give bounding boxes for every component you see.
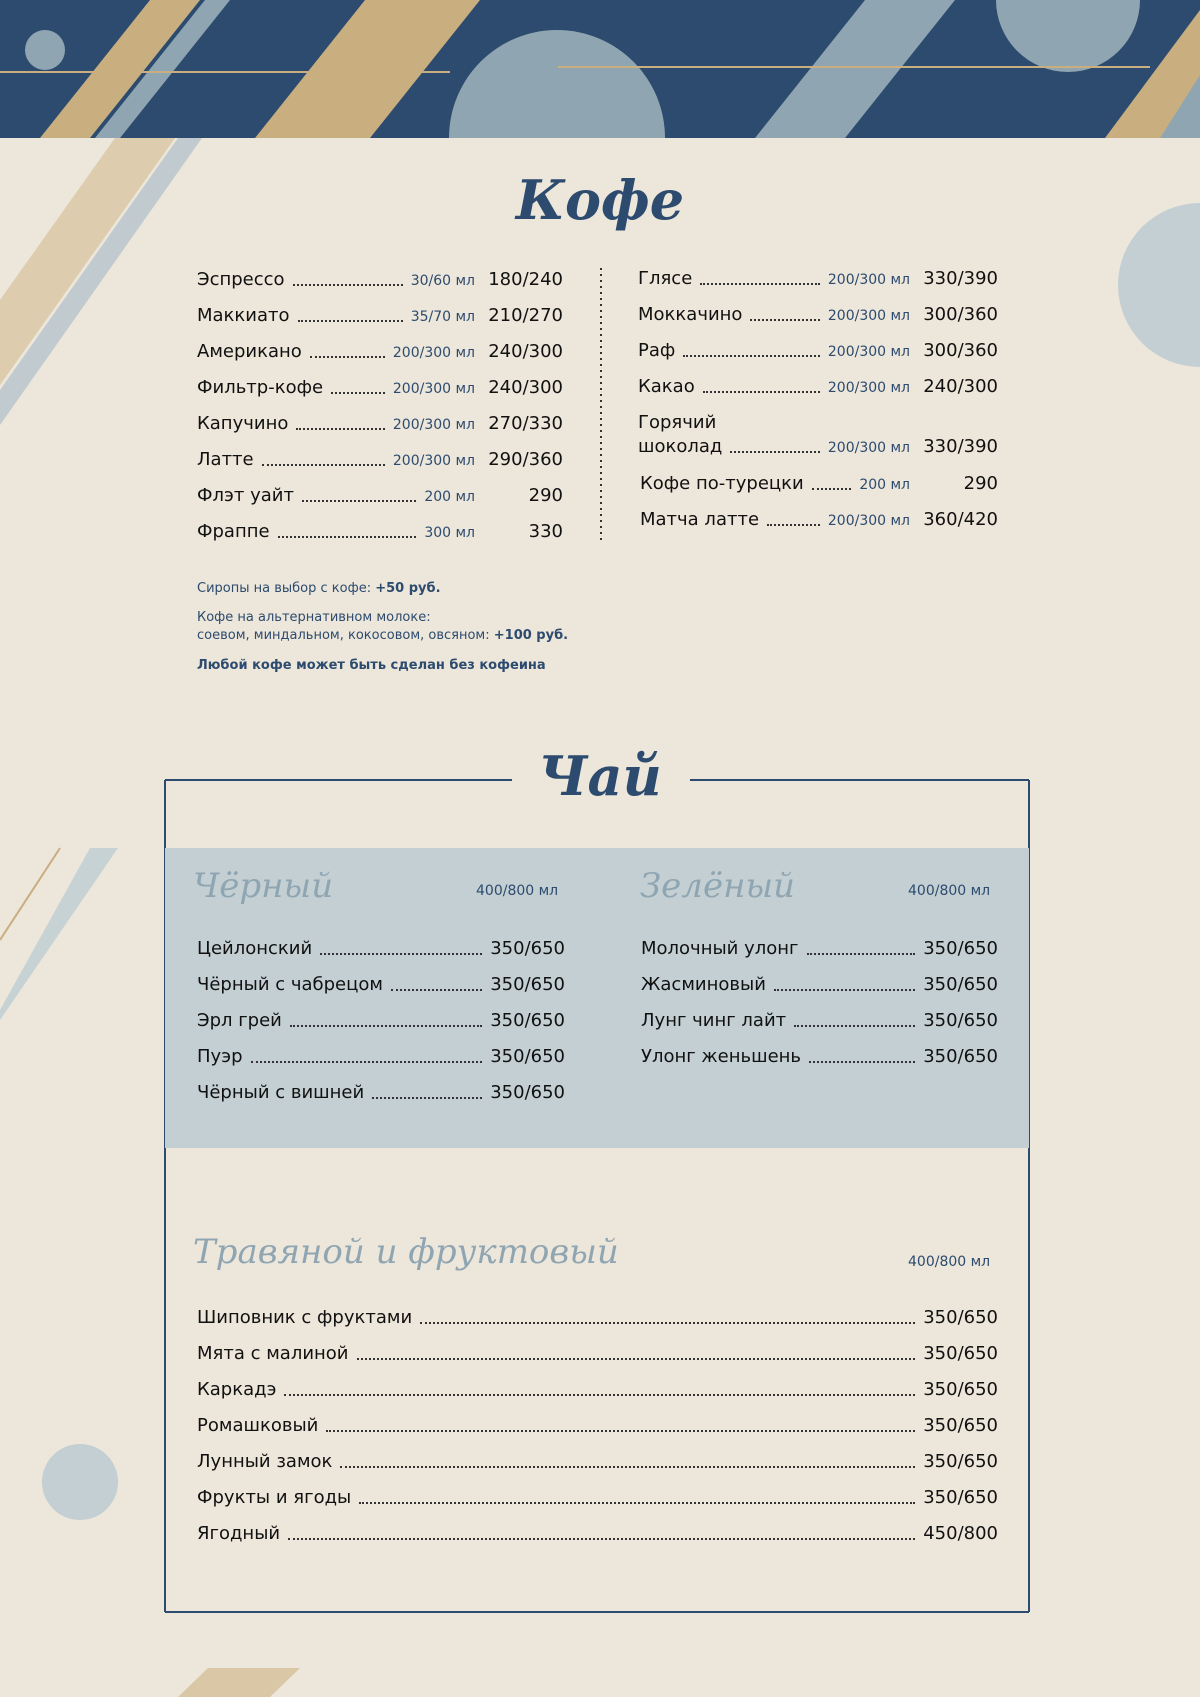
item-price: 270/330 (488, 413, 563, 434)
item-name: Матча латте (640, 509, 760, 530)
item-price: 240/300 (488, 377, 563, 398)
item-price: 300/360 (923, 340, 998, 361)
item-name: Эрл грей (197, 1010, 282, 1031)
item-name: Пуэр (197, 1046, 243, 1067)
item-volume: 200/300 мл (827, 344, 910, 360)
menu-row (197, 1342, 998, 1366)
item-name: Шиповник с фруктами (197, 1307, 413, 1328)
leader-dots (420, 1322, 915, 1324)
item-price: 350/650 (923, 1046, 998, 1067)
leader-dots (794, 1025, 915, 1027)
item-name: Чёрный с чабрецом (197, 974, 383, 995)
menu-row (638, 303, 998, 327)
item-volume: 300 мл (424, 525, 475, 541)
leader-dots (331, 392, 385, 394)
item-name: Фраппе (197, 521, 270, 542)
menu-row (638, 267, 998, 291)
item-price: 290/360 (488, 449, 563, 470)
item-volume: 200/300 мл (827, 272, 910, 288)
item-price: 350/650 (923, 1451, 998, 1472)
bottom-gold-stripe (178, 1668, 300, 1697)
item-volume: 200/300 мл (827, 308, 910, 324)
leader-dots (730, 451, 820, 453)
leader-dots (284, 1394, 915, 1396)
leader-dots (812, 488, 852, 490)
item-price: 450/800 (923, 1523, 998, 1544)
menu-row (197, 1450, 998, 1474)
item-name: Флэт уайт (197, 485, 294, 506)
item-name: Мята с малиной (197, 1343, 349, 1364)
item-price: 360/420 (923, 509, 998, 530)
item-name: Цейлонский (197, 938, 313, 959)
item-volume: 200/300 мл (392, 417, 475, 433)
item-price: 290 (963, 473, 998, 494)
item-volume: 200 мл (424, 489, 475, 505)
leader-dots (298, 320, 403, 322)
item-volume: 200/300 мл (392, 381, 475, 397)
item-volume: 200/300 мл (827, 440, 910, 456)
item-name (638, 411, 722, 459)
item-name: Лунг чинг лайт (641, 1010, 787, 1031)
leader-dots (288, 1538, 915, 1540)
item-price: 350/650 (923, 1379, 998, 1400)
syrups-note (197, 580, 441, 598)
item-name: Кофе по-турецки (640, 473, 804, 494)
item-volume: 200/300 мл (392, 453, 475, 469)
menu-row (197, 520, 563, 544)
item-name: Какао (638, 376, 695, 397)
item-name: Лунный замок (197, 1451, 333, 1472)
item-volume: 200/300 мл (827, 513, 910, 529)
item-name: Американо (197, 341, 302, 362)
item-price: 300/360 (923, 304, 998, 325)
item-price: 290 (528, 485, 563, 506)
item-name: Глясе (638, 268, 693, 289)
bottom-left-circle (42, 1444, 118, 1520)
leader-dots (700, 283, 820, 285)
item-name: Капучино (197, 413, 289, 434)
item-price: 350/650 (923, 1343, 998, 1364)
decaf-text: Любой кофе может быть сделан без кофеина (197, 658, 546, 673)
leader-dots (809, 1061, 915, 1063)
leader-dots (302, 500, 416, 502)
leader-dots (251, 1061, 483, 1063)
menu-row (197, 1522, 998, 1546)
leader-dots (340, 1466, 915, 1468)
item-name: Чёрный с вишней (197, 1082, 365, 1103)
alt-milk-line1: Кофе на альтернативном молоке: (197, 610, 431, 625)
item-price: 210/270 (488, 305, 563, 326)
herbal-tea-title: Травяной и фруктовый (193, 1232, 619, 1272)
mid-left-steel-stripe (0, 848, 118, 1020)
item-price: 350/650 (923, 1010, 998, 1031)
item-volume: 200/300 мл (827, 380, 910, 396)
leader-dots (391, 989, 482, 991)
green-tea-volume: 400/800 мл (908, 883, 991, 899)
item-name: Фильтр-кофе (197, 377, 324, 398)
item-price: 350/650 (923, 1487, 998, 1508)
item-name: Улонг женьшень (641, 1046, 802, 1067)
menu-row (641, 1045, 998, 1069)
item-name: Жасминовый (641, 974, 766, 995)
item-price: 240/300 (923, 376, 998, 397)
leader-dots (320, 953, 482, 955)
item-price: 330/390 (923, 436, 998, 457)
menu-row (197, 268, 563, 292)
menu-row (638, 411, 998, 459)
item-volume: 30/60 мл (410, 273, 475, 289)
menu-row (197, 340, 563, 364)
menu-row (638, 375, 998, 399)
item-name: Ромашковый (197, 1415, 319, 1436)
coffee-title: Кофе (515, 168, 685, 232)
menu-row (641, 937, 998, 961)
item-name: Каркадэ (197, 1379, 277, 1400)
leader-dots (750, 319, 819, 321)
menu-row (197, 304, 563, 328)
leader-dots (262, 464, 385, 466)
leader-dots (372, 1097, 482, 1099)
herbal-tea-volume: 400/800 мл (908, 1254, 991, 1270)
item-name: Маккиато (197, 305, 290, 326)
item-price: 330/390 (923, 268, 998, 289)
leader-dots (703, 391, 820, 393)
leader-dots (310, 356, 385, 358)
alt-milk-price: +100 руб. (493, 628, 569, 643)
menu-row (197, 1306, 998, 1330)
menu-row (197, 1081, 565, 1105)
item-price: 350/650 (490, 974, 565, 995)
item-name: Раф (638, 340, 676, 361)
item-name: Эспрессо (197, 269, 285, 290)
menu-row (640, 472, 998, 496)
leader-dots (683, 355, 820, 357)
leader-dots (293, 284, 403, 286)
leader-dots (774, 989, 915, 991)
item-price: 350/650 (923, 1415, 998, 1436)
alt-milk-line2: соевом, миндальном, кокосовом, овсяном: (197, 628, 494, 643)
menu-row (197, 376, 563, 400)
item-price: 180/240 (488, 269, 563, 290)
item-price: 350/650 (490, 1046, 565, 1067)
item-price: 330 (528, 521, 563, 542)
leader-dots (278, 536, 417, 538)
menu-row (197, 448, 563, 472)
decaf-note (197, 657, 546, 675)
menu-row (197, 937, 565, 961)
item-name: Фрукты и ягоды (197, 1487, 352, 1508)
leader-dots (767, 524, 820, 526)
item-name-line2: шоколад (638, 436, 723, 457)
menu-row (197, 1414, 998, 1438)
menu-row (641, 1009, 998, 1033)
syrups-price: +50 руб. (375, 581, 441, 596)
item-name: Ягодный (197, 1523, 281, 1544)
menu-row (197, 1045, 565, 1069)
item-price: 350/650 (923, 938, 998, 959)
item-price: 350/650 (490, 938, 565, 959)
item-volume: 200/300 мл (392, 345, 475, 361)
menu-row (197, 1009, 565, 1033)
item-volume: 200 мл (859, 477, 910, 493)
leader-dots (290, 1025, 482, 1027)
leader-dots (807, 953, 916, 955)
leader-dots (296, 428, 385, 430)
menu-row (641, 973, 998, 997)
item-name: Молочный улонг (641, 938, 799, 959)
item-name: Моккачино (638, 304, 743, 325)
green-tea-title: Зелёный (640, 866, 796, 906)
menu-row (640, 508, 998, 532)
menu-row (197, 412, 563, 436)
leader-dots (357, 1358, 916, 1360)
item-price: 350/650 (490, 1082, 565, 1103)
menu-row (197, 1378, 998, 1402)
black-tea-volume: 400/800 мл (476, 883, 559, 899)
menu-row (197, 1486, 998, 1510)
item-price: 350/650 (923, 974, 998, 995)
item-price: 350/650 (490, 1010, 565, 1031)
item-price: 350/650 (923, 1307, 998, 1328)
menu-row (197, 973, 565, 997)
item-name-line1: Горячий (638, 412, 717, 433)
syrups-text: Сиропы на выбор с кофе: (197, 581, 376, 596)
menu-row (197, 484, 563, 508)
item-volume: 35/70 мл (410, 309, 475, 325)
tea-title: Чай (538, 744, 662, 808)
alt-milk-note (197, 609, 568, 645)
black-tea-title: Чёрный (193, 866, 334, 906)
leader-dots (359, 1502, 915, 1504)
item-price: 240/300 (488, 341, 563, 362)
leader-dots (326, 1430, 915, 1432)
menu-row (638, 339, 998, 363)
item-name: Латте (197, 449, 254, 470)
